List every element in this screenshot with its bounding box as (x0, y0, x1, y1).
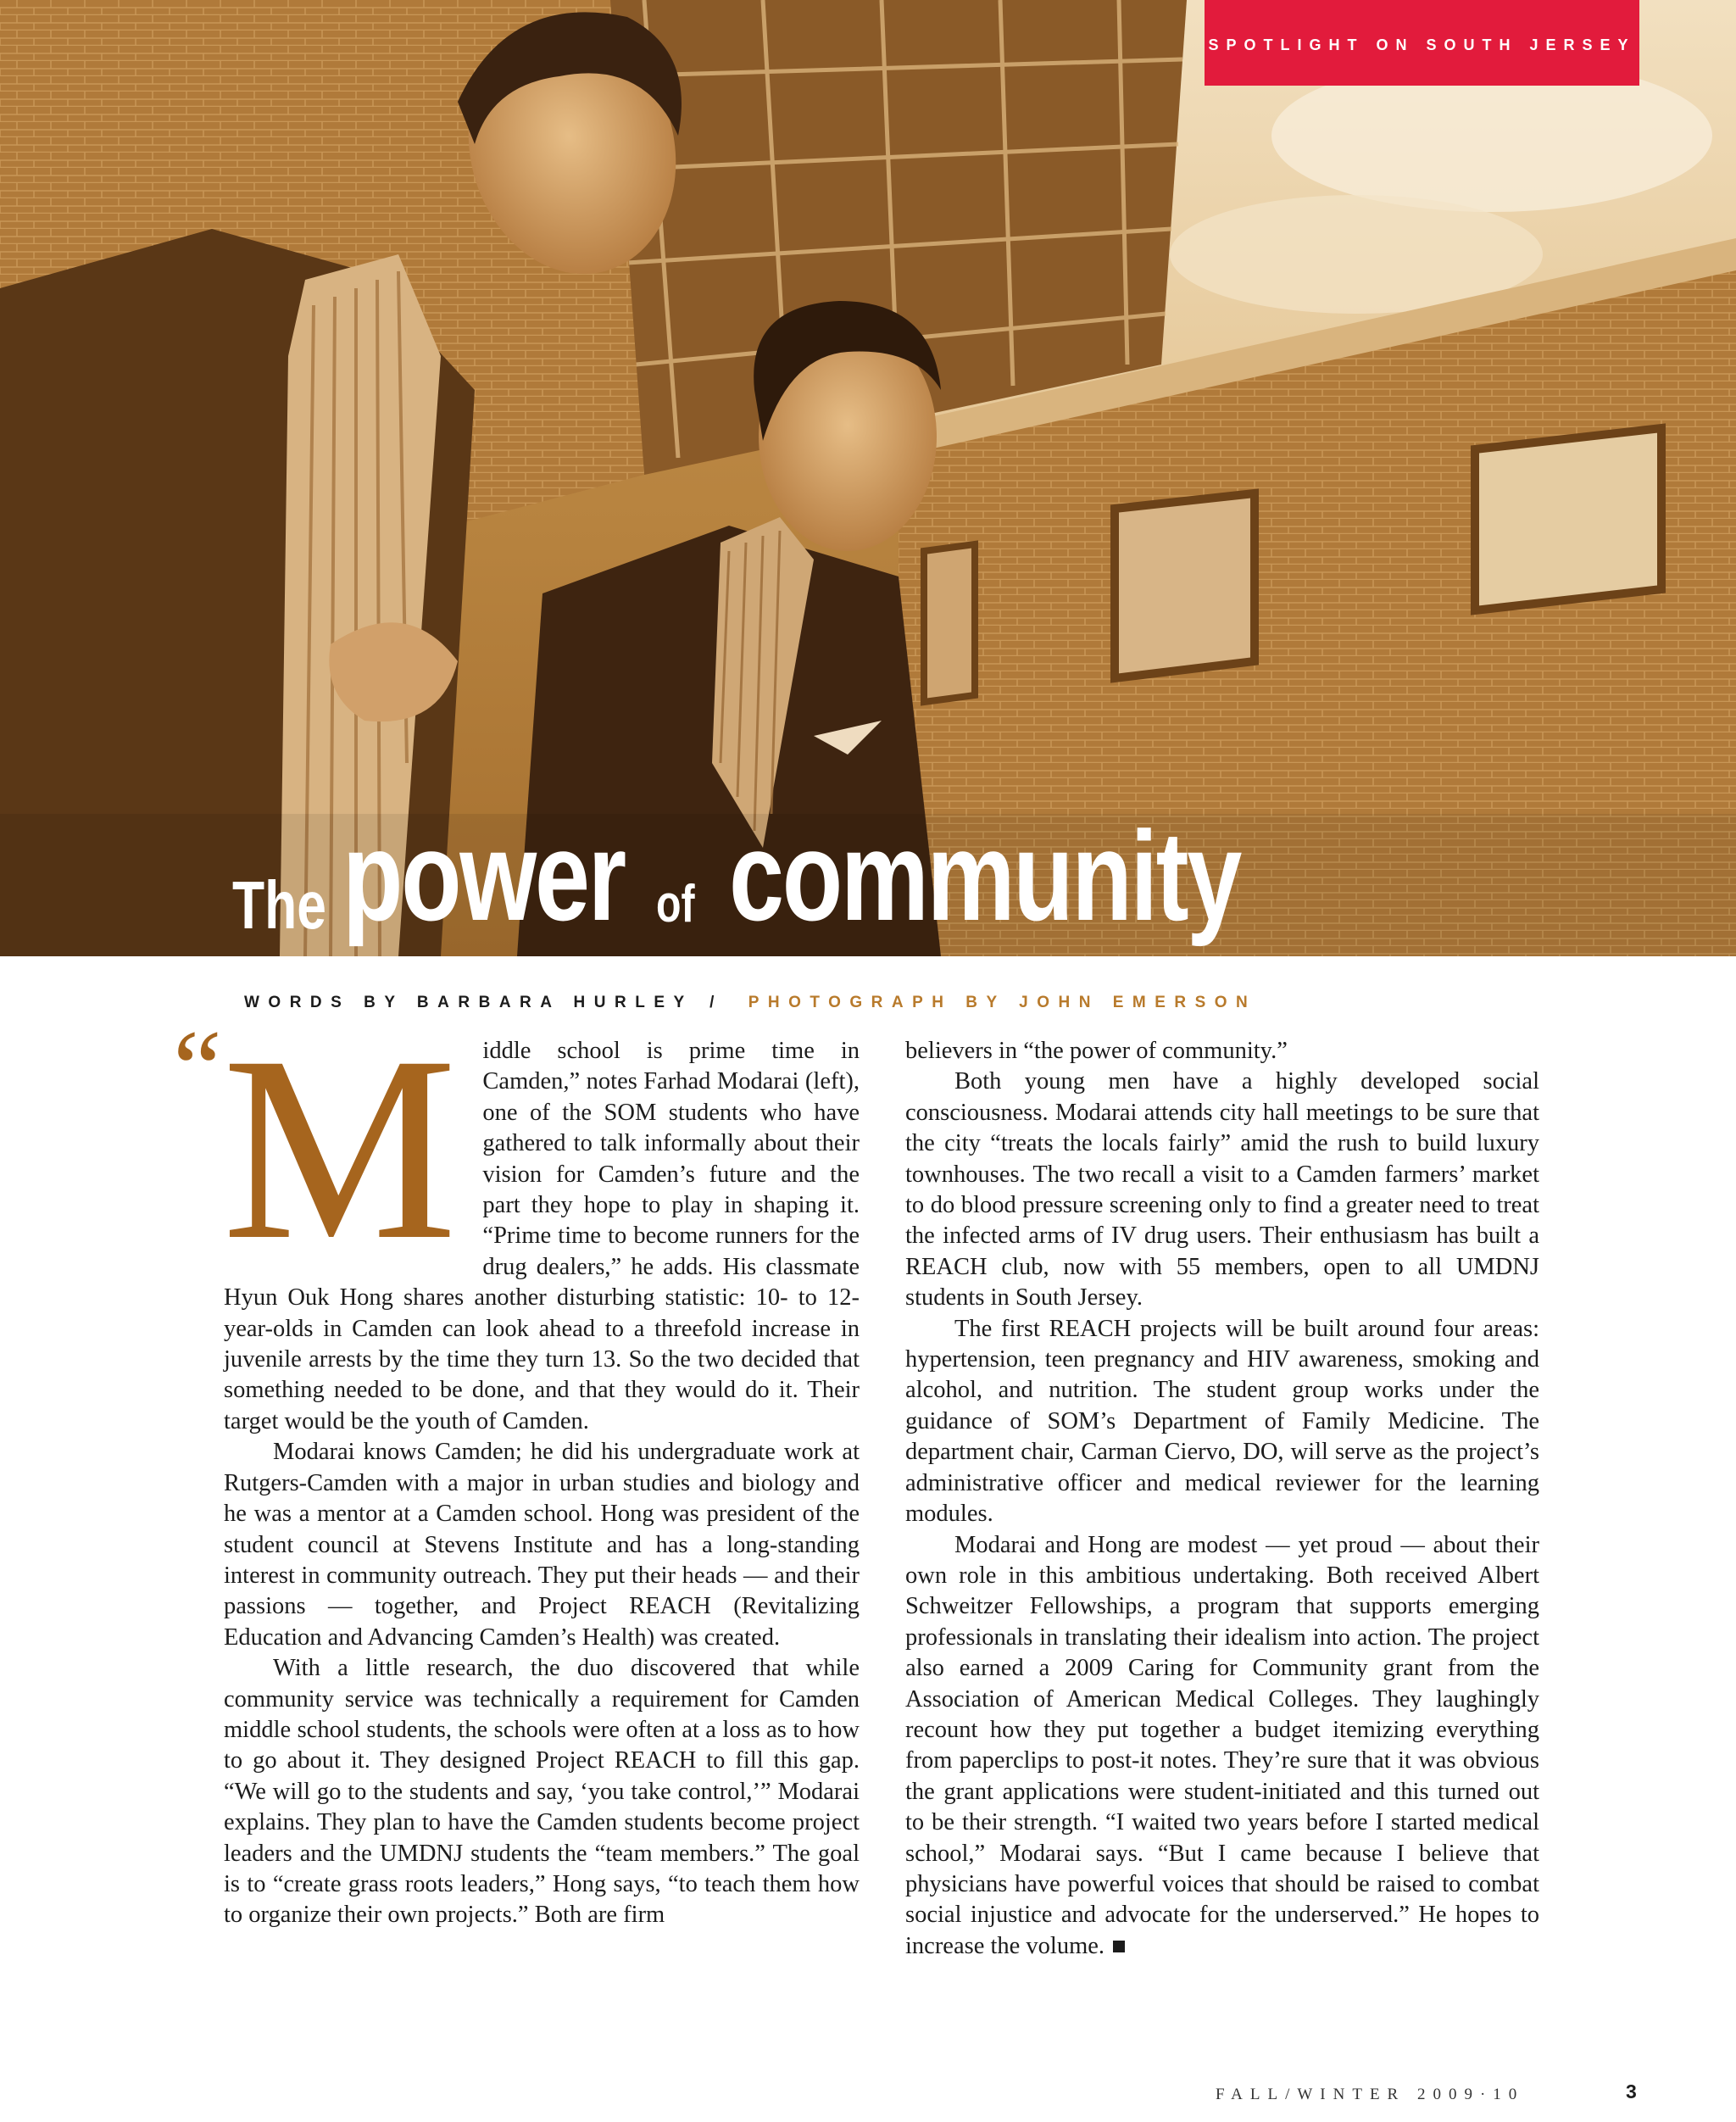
paragraph-text: iddle school is prime time in Camden,” notes Farhad Modarai (left), one of the SOM students who have gathered to talk informally about their vision for Camden’s future and the part they hope to play in shaping it. “Prime time to become runners for the drug dealers,” he adds. His classmate Hyun Ouk Hong shares another disturbing statistic: 10- to 12-year-olds in Camden can look ahead to a threefold increase in juvenile arrests by the time they turn 13. So the two decided that something needed to be done, and that they would do it. Their target would be the youth of Camden. (224, 1038, 860, 1434)
writer-credit: WORDS BY BARBARA HURLEY (244, 994, 693, 1011)
section-tag: SPOTLIGHT ON SOUTH JERSEY (1205, 0, 1639, 86)
page-number: 3 (1626, 2080, 1637, 2103)
title-word-power: power (342, 805, 625, 947)
photo-credit: PHOTOGRAPH BY JOHN EMERSON (748, 994, 1257, 1011)
paragraph: The first REACH projects will be built around four areas: hypertension, teen pregnancy and HIV awareness, smoking and alcohol, and nutrition. The student group works under the guidance of SOM’s Department of Family Medicine. The department chair, Carman Ciervo, DO, will serve as the project’s administrative officer and medical reviewer for the learning modules. (905, 1315, 1539, 1528)
article-column-2 (905, 1036, 1539, 1962)
credit-separator: / (709, 994, 723, 1011)
opening-quote-mark: “ (173, 1008, 222, 1130)
title-word-community: community (729, 805, 1241, 947)
paragraph: believers in “the power of community.” (905, 1038, 1288, 1064)
issue-label: FALL/WINTER 2009·10 (1216, 2086, 1525, 2103)
title-word-the: The (232, 867, 326, 943)
hero-photo (0, 0, 1736, 956)
paragraph: Both young men have a highly developed social consciousness. Modarai attends city hall meetings to be sure that the city “treats the locals fairly” amid the rush to build luxury townhouses. The two recall a visit to a Camden farmers’ market to do blood pressure screening only to find a greater need to treat the infected arms of IV drug users. Their enthusiasm has built a REACH club, now with 55 members, open to all UMDNJ students in South Jersey. (905, 1068, 1539, 1312)
paragraph-text: Modarai and Hong are modest — yet proud — about their own role in this ambitious undertaking. Both received Albert Schweitzer Fellowships, a program that supports emerging professionals in translating their idealism into action. The project also earned a 2009 Caring for Community grant from the Association of American Medical Colleges. They laughingly recount how they put together a budget itemizing everything from paperclips to post-it notes. They’re sure that it was obvious the grant applications were student-initiated and this turned out to be their strength. “I waited two years before I started medical school,” Modarai says. “But I came because I believe that physicians have powerful voices that should be raised to combat social injustice and advocate for the underserved.” He hopes to increase the volume. (905, 1531, 1539, 1959)
end-mark-icon (1113, 1941, 1125, 1952)
paragraph: Modarai knows Camden; he did his undergraduate work at Rutgers-Camden with a major in urban studies and biology and he was a mentor at a Camden school. Hong was president of the student council at Stevens Institute and has a long-standing interest in community outreach. They put their heads — and their passions — together, and Project REACH (Revitalizing Education and Advancing Camden’s Health) was created. (224, 1439, 860, 1651)
title-word-of: of (656, 875, 695, 933)
paragraph (905, 1530, 1539, 1963)
drop-cap: M (222, 1002, 458, 1295)
paragraph: With a little research, the duo discovered that while community service was technically a requirement for Camden middle school students, the schools were often at a loss as to how to go about it. They designed Project REACH to fill this gap. “We will go to the students and say, ‘you take control,’” Modarai explains. They plan to have the Camden students become project leaders and the UMDNJ students the “team members.” The goal is to “create grass roots leaders,” Hong says, “to teach them how to organize their own projects.” Both are firm (224, 1655, 860, 1929)
